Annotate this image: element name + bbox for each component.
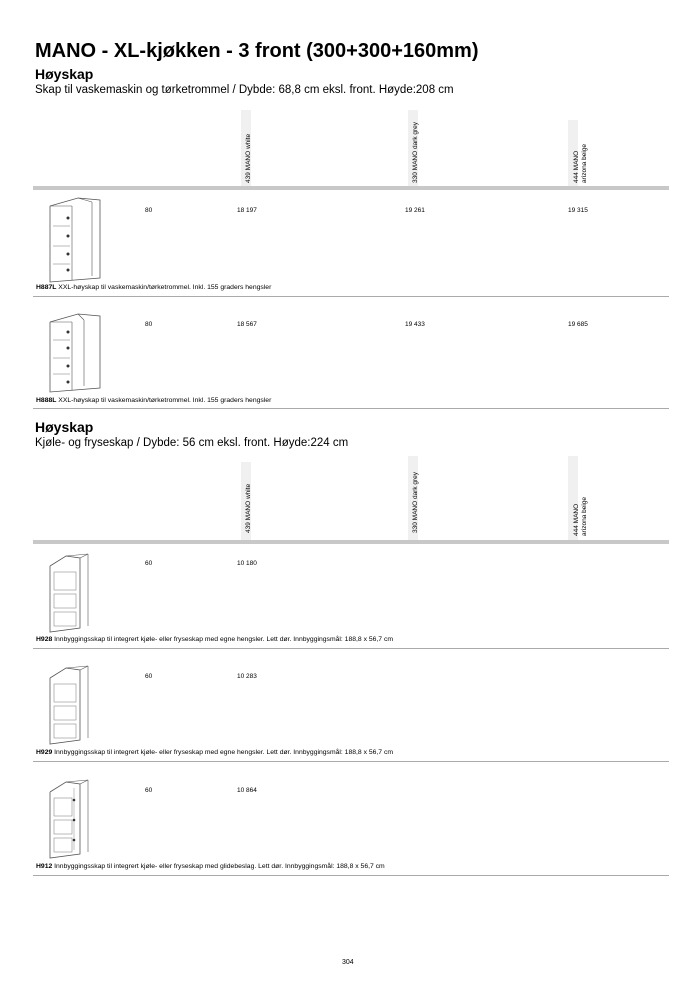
product-code: H888L bbox=[36, 397, 57, 404]
width-value: 80 bbox=[145, 321, 153, 328]
product-caption bbox=[36, 636, 393, 643]
width-value: 60 bbox=[145, 787, 153, 794]
column-header-dark-grey: 330 MANO dark grey bbox=[412, 471, 419, 533]
product-caption bbox=[36, 863, 385, 870]
cabinet-image bbox=[48, 664, 104, 746]
product-caption bbox=[36, 284, 271, 291]
header-rule bbox=[33, 186, 669, 190]
section-subtitle: Kjøle- og fryseskap / Dybde: 56 cm eksl. front. Høyde:224 cm bbox=[35, 437, 349, 449]
page-title: MANO - XL-kjøkken - 3 front (300+300+160mm) bbox=[35, 40, 479, 62]
row-divider bbox=[33, 648, 669, 649]
product-description: XXL-høyskap til vaskemaskin/tørketrommel. Inkl. 155 graders hengsler bbox=[58, 284, 272, 291]
row-divider bbox=[33, 296, 669, 297]
price-white: 10 283 bbox=[237, 673, 257, 680]
column-header-arizona: 444 MANO bbox=[573, 150, 580, 183]
product-caption bbox=[36, 397, 271, 404]
product-code: H887L bbox=[36, 284, 57, 291]
price-arizona: 19 685 bbox=[568, 321, 588, 328]
row-divider bbox=[33, 875, 669, 876]
column-header-arizona-line2: arizona beige bbox=[581, 143, 588, 183]
product-code: H912 bbox=[36, 863, 53, 870]
price-white: 18 197 bbox=[237, 207, 257, 214]
price-white: 18 567 bbox=[237, 321, 257, 328]
product-description: Innbyggingsskap til integrert kjøle- eller fryseskap med glidebeslag. Lett dør. Innbyggingsmål: 188,8 x 56,7 cm bbox=[54, 863, 385, 870]
width-value: 80 bbox=[145, 207, 153, 214]
product-description: Innbyggingsskap til integrert kjøle- eller fryseskap med egne hengsler. Lett dør. Innbyggingsmål: 188,8 x 56,7 cm bbox=[54, 636, 394, 643]
product-description: Innbyggingsskap til integrert kjøle- eller fryseskap med egne hengsler. Lett dør. Innbyggingsmål: 188,8 x 56,7 cm bbox=[54, 749, 394, 756]
price-white: 10 864 bbox=[237, 787, 257, 794]
page-number: 304 bbox=[342, 959, 354, 966]
column-header-dark-grey: 330 MANO dark grey bbox=[412, 121, 419, 183]
column-header-arizona: 444 MANO bbox=[573, 503, 580, 536]
cabinet-image bbox=[48, 778, 104, 860]
section-subtitle: Skap til vaskemaskin og tørketrommel / Dybde: 68,8 cm eksl. front. Høyde:208 cm bbox=[35, 84, 454, 96]
cabinet-image bbox=[48, 552, 104, 634]
row-divider bbox=[33, 761, 669, 762]
price-white: 10 180 bbox=[237, 560, 257, 567]
width-value: 60 bbox=[145, 560, 153, 567]
cabinet-image bbox=[48, 196, 102, 286]
header-rule bbox=[33, 540, 669, 544]
product-code: H929 bbox=[36, 749, 53, 756]
column-header-white: 439 MANO white bbox=[245, 133, 252, 183]
product-description: XXL-høyskap til vaskemaskin/tørketrommel. Inkl. 155 graders hengsler bbox=[58, 397, 272, 404]
price-arizona: 19 315 bbox=[568, 207, 588, 214]
column-header-arizona-line2: arizona beige bbox=[581, 496, 588, 536]
product-code: H928 bbox=[36, 636, 53, 643]
price-dark-grey: 19 433 bbox=[405, 321, 425, 328]
section-heading: Høyskap bbox=[35, 419, 94, 435]
width-value: 60 bbox=[145, 673, 153, 680]
row-divider bbox=[33, 408, 669, 409]
column-header-white: 439 MANO white bbox=[245, 483, 252, 533]
product-caption bbox=[36, 749, 393, 756]
cabinet-image bbox=[48, 312, 102, 396]
price-dark-grey: 19 261 bbox=[405, 207, 425, 214]
section-heading: Høyskap bbox=[35, 66, 94, 82]
